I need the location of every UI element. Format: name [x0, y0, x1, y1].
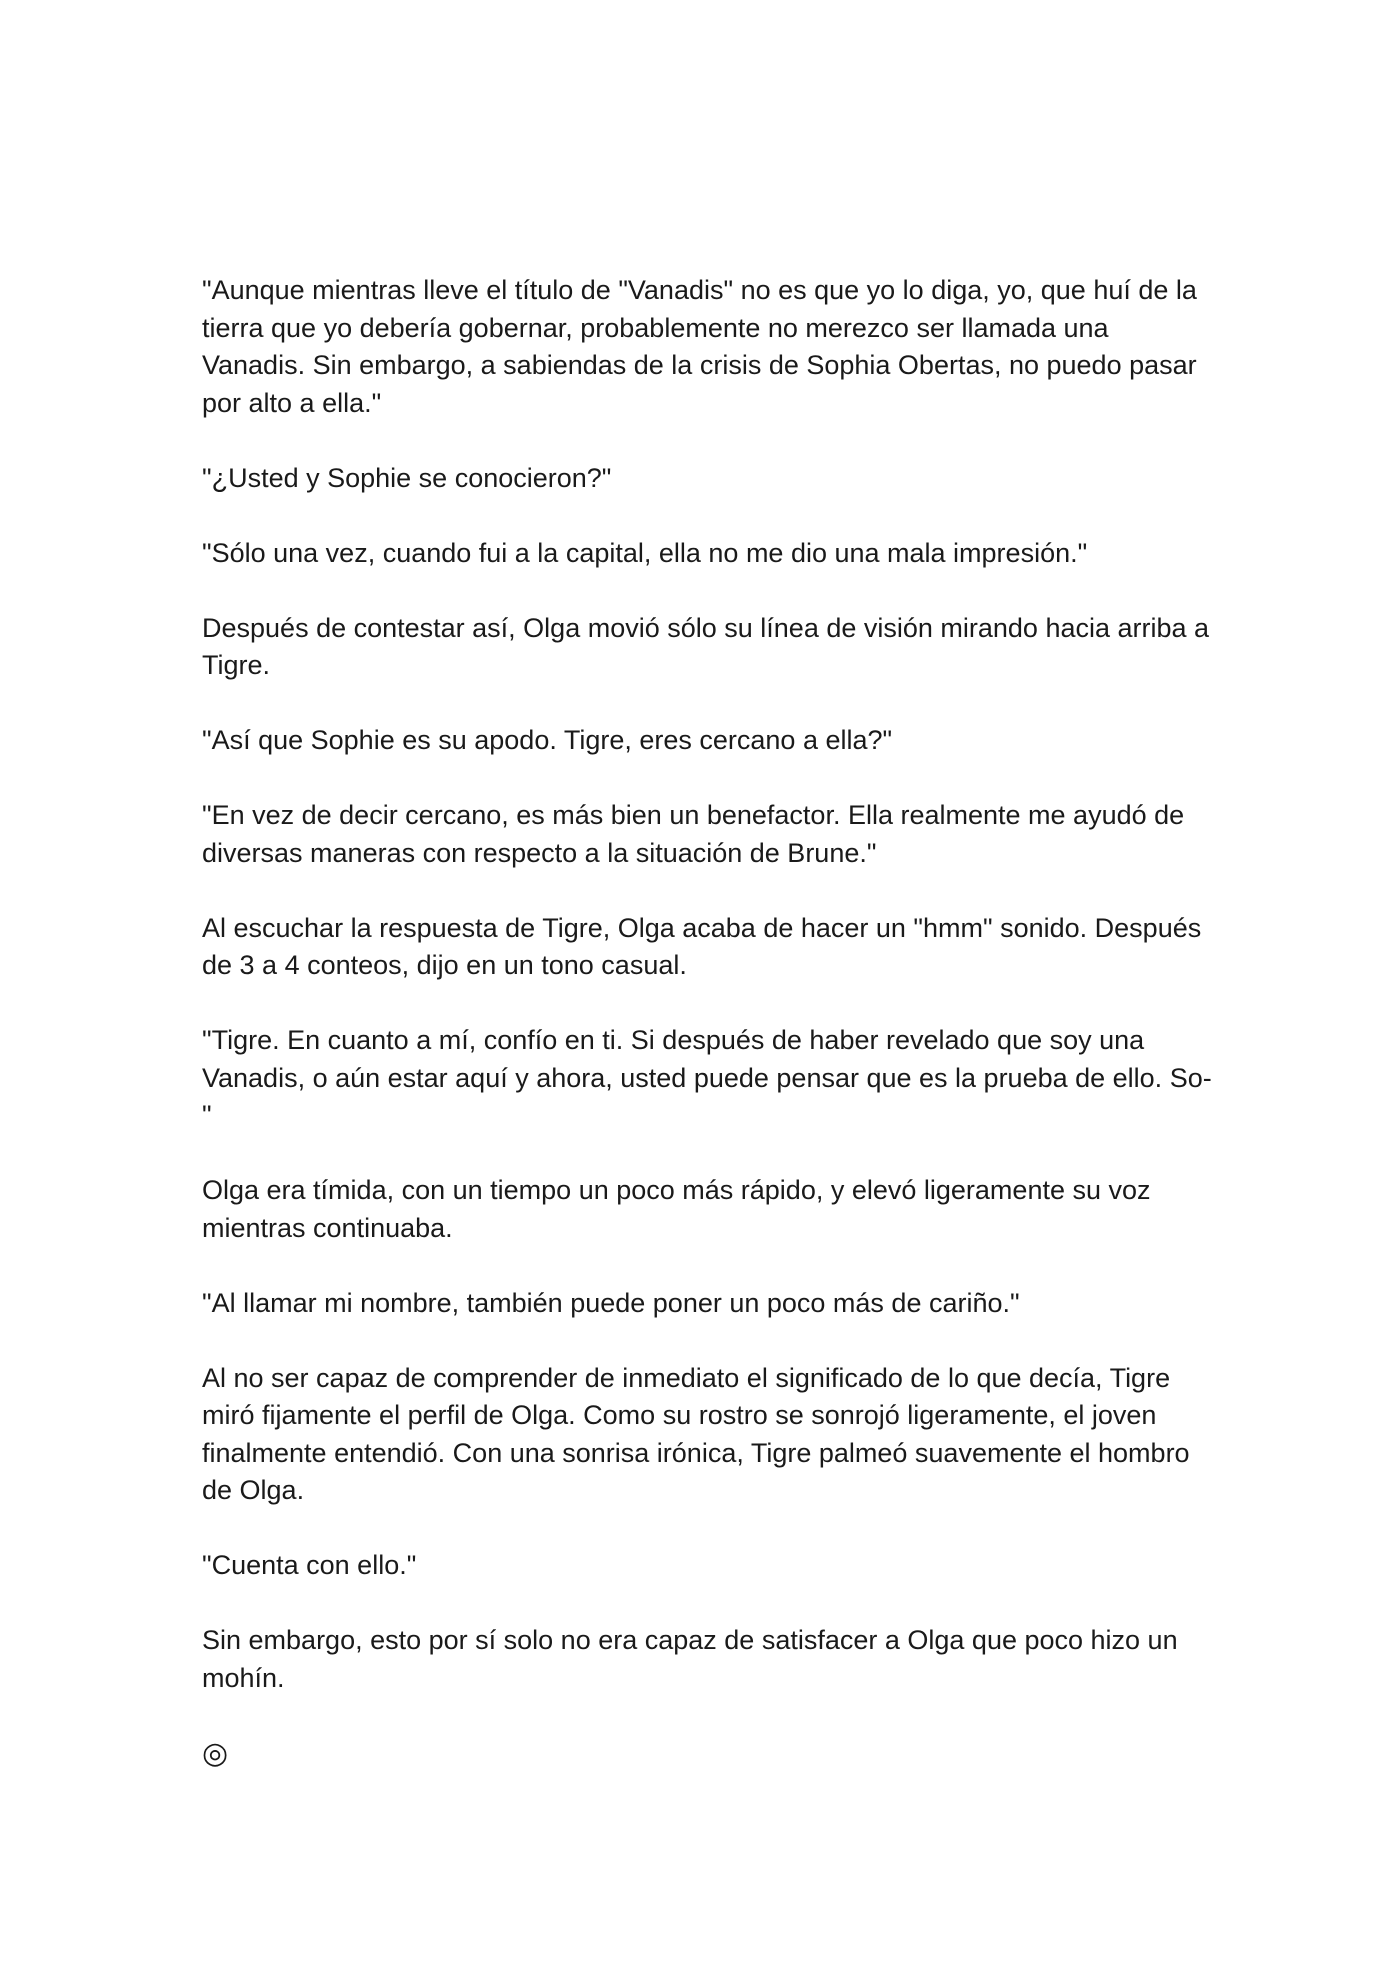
paragraph-12: "Cuenta con ello.": [202, 1550, 417, 1580]
paragraph-13: Sin embargo, esto por sí solo no era capaz de satisfacer a Olga que poco hizo un mohín.: [202, 1625, 1178, 1693]
paragraph-5: "Así que Sophie es su apodo. Tigre, eres cercano a ella?": [202, 725, 893, 755]
paragraph-1: "Aunque mientras lleve el título de "Vanadis" no es que yo lo diga, yo, que huí de la tierra que yo debería gobernar, probablemente no merezco ser llamada una Vanadis. Sin embargo, a sabiendas de la crisis de Sophia Obertas, no puedo pasar por alto a ella.": [202, 275, 1197, 418]
paragraph-8: "Tigre. En cuanto a mí, confío en ti. Si después de haber revelado que soy una Vanadis, o aún estar aquí y ahora, usted puede pensar que es la prueba de ello. So-": [202, 1025, 1212, 1130]
section-ornament-row: [202, 1735, 1212, 1774]
bullseye-ornament-icon: ◎: [202, 1735, 229, 1771]
paragraph-4: Después de contestar así, Olga movió sólo su línea de visión mirando hacia arriba a Tigre.: [202, 612, 1210, 680]
paragraph-11: Al no ser capaz de comprender de inmediato el significado de lo que decía, Tigre miró fijamente el perfil de Olga. Como su rostro se sonrojó ligeramente, el joven finalmente entendió. Con una sonrisa irónica, Tigre palmeó suavemente el hombro de Olga.: [202, 1362, 1190, 1505]
document-body: [202, 272, 1212, 1811]
paragraph-7: Al escuchar la respuesta de Tigre, Olga acaba de hacer un "hmm" sonido. Después de 3 a 4 conteos, dijo en un tono casual.: [202, 912, 1202, 980]
paragraph-10: "Al llamar mi nombre, también puede poner un poco más de cariño.": [202, 1287, 1020, 1318]
paragraph-3: "Sólo una vez, cuando fui a la capital, ella no me dio una mala impresión.": [202, 537, 1088, 568]
paragraph-2: "¿Usted y Sophie se conocieron?": [202, 462, 612, 493]
paragraph-9: Olga era tímida, con un tiempo un poco más rápido, y elevó ligeramente su voz mientras continuaba.: [202, 1175, 1151, 1243]
paragraph-6: "En vez de decir cercano, es más bien un benefactor. Ella realmente me ayudó de diversas maneras con respecto a la situación de Brune.": [202, 800, 1185, 868]
